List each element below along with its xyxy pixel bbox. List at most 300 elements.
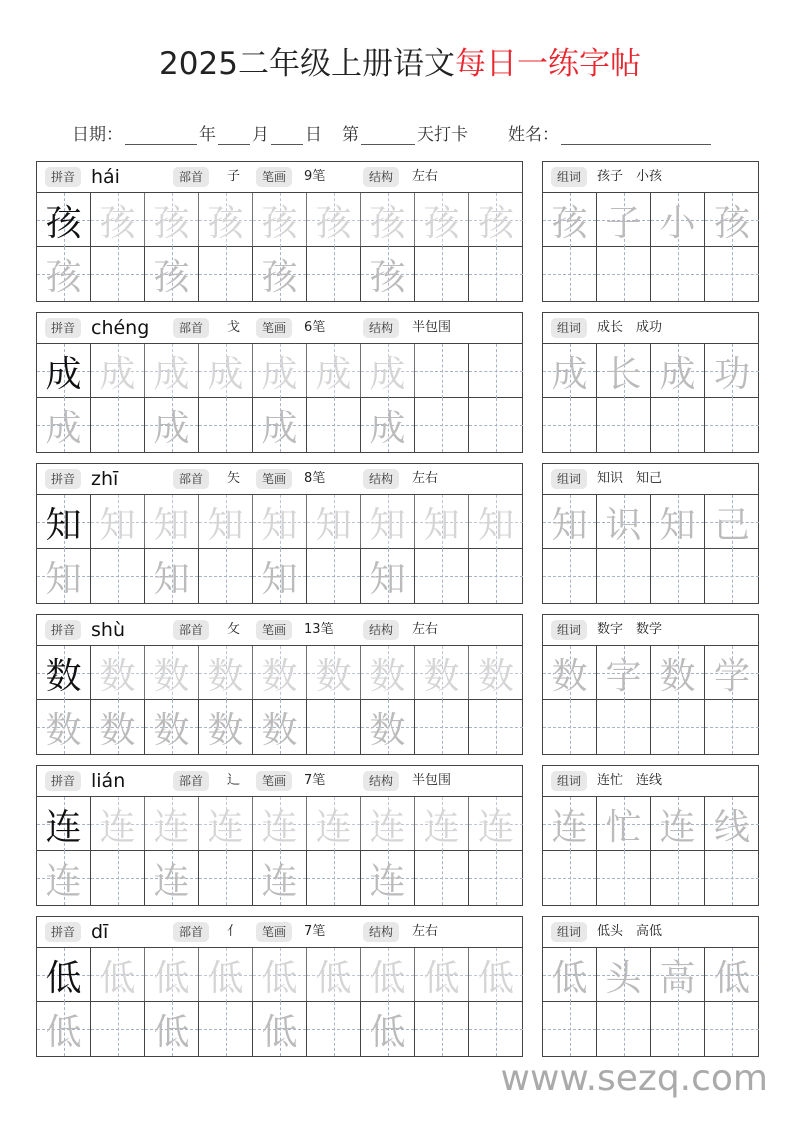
word-trace-cell[interactable] xyxy=(705,193,759,247)
stroke-step-cell[interactable] xyxy=(145,646,199,700)
word-trace-cell[interactable] xyxy=(543,646,597,700)
word-trace-cell[interactable] xyxy=(597,193,651,247)
stroke-step-cell[interactable] xyxy=(361,797,415,851)
radical-tag: 部首 xyxy=(173,167,209,187)
empty-cell[interactable] xyxy=(469,700,523,754)
stroke-step-cell[interactable] xyxy=(361,344,415,398)
trace-cell[interactable] xyxy=(145,700,199,754)
empty-cell[interactable] xyxy=(469,1002,523,1056)
empty-cell[interactable] xyxy=(543,549,597,603)
stroke-step-cell-char: 连 xyxy=(315,806,352,848)
word-trace-cell-char: 学 xyxy=(713,655,750,697)
trace-cell-char: 低 xyxy=(261,1011,298,1053)
stroke-step-cell-char: 孩 xyxy=(207,202,244,244)
trace-cell[interactable] xyxy=(361,398,415,452)
trace-cell[interactable] xyxy=(145,398,199,452)
stroke-step-cell-char: 低 xyxy=(153,957,190,999)
empty-cell[interactable] xyxy=(705,247,759,301)
structure-tag: 结构 xyxy=(363,469,399,489)
stroke-step-cell[interactable] xyxy=(307,948,361,1002)
trace-cell-char: 知 xyxy=(153,558,190,600)
stroke-step-cell[interactable] xyxy=(145,344,199,398)
empty-cell[interactable] xyxy=(543,1002,597,1056)
word-blank-row xyxy=(543,851,759,905)
model-char-cell[interactable] xyxy=(37,646,91,700)
word-trace-row xyxy=(543,646,759,700)
stroke-step-cell-char: 成 xyxy=(315,353,352,395)
word-trace-cell-char: 低 xyxy=(713,957,750,999)
info-line xyxy=(72,120,713,145)
word-trace-cell[interactable] xyxy=(597,797,651,851)
trace-cell[interactable] xyxy=(253,247,307,301)
trace-cell[interactable] xyxy=(37,247,91,301)
empty-cell[interactable] xyxy=(307,247,361,301)
word-trace-row xyxy=(543,495,759,549)
month-field[interactable] xyxy=(218,127,250,145)
word-trace-cell[interactable] xyxy=(543,495,597,549)
trace-row xyxy=(37,247,523,301)
words-header xyxy=(543,766,758,797)
stroke-step-cell[interactable] xyxy=(145,948,199,1002)
trace-row xyxy=(37,700,523,754)
stroke-step-cell-char: 成 xyxy=(207,353,244,395)
trace-cell[interactable] xyxy=(145,549,199,603)
word-trace-row xyxy=(543,797,759,851)
pinyin-tag: 拼音 xyxy=(45,167,81,187)
trace-cell[interactable] xyxy=(253,398,307,452)
year-label: 年 xyxy=(199,125,216,145)
name-label: 姓名： xyxy=(508,125,559,145)
empty-cell[interactable] xyxy=(705,549,759,603)
trace-cell-char: 知 xyxy=(261,558,298,600)
model-char-cell-char: 连 xyxy=(45,806,82,848)
word-trace-cell-char: 连 xyxy=(659,806,696,848)
empty-cell[interactable] xyxy=(651,1002,705,1056)
stroke-step-cell[interactable] xyxy=(307,646,361,700)
structure-value: 左右 xyxy=(412,924,439,939)
trace-row xyxy=(37,1002,523,1056)
stroke-step-cell-char: 成 xyxy=(369,353,406,395)
stroke-step-cell-char: 连 xyxy=(261,806,298,848)
trace-cell[interactable] xyxy=(253,700,307,754)
radical-tag: 部首 xyxy=(173,922,209,942)
stroke-order-row xyxy=(37,646,523,700)
empty-cell[interactable] xyxy=(469,549,523,603)
trace-cell[interactable] xyxy=(253,851,307,905)
word-trace-cell[interactable] xyxy=(543,797,597,851)
trace-cell[interactable] xyxy=(145,851,199,905)
name-field[interactable] xyxy=(561,127,711,145)
empty-cell[interactable] xyxy=(705,398,759,452)
stroke-step-cell[interactable] xyxy=(145,495,199,549)
empty-cell[interactable] xyxy=(199,398,253,452)
word-trace-row xyxy=(543,948,759,1002)
stroke-step-cell[interactable] xyxy=(307,797,361,851)
practice-grid xyxy=(36,161,523,302)
trace-cell[interactable] xyxy=(361,1002,415,1056)
strokes-tag: 笔画 xyxy=(256,318,292,338)
structure-tag: 结构 xyxy=(363,771,399,791)
word-trace-cell[interactable] xyxy=(543,948,597,1002)
empty-cell[interactable] xyxy=(597,247,651,301)
stroke-step-cell[interactable] xyxy=(199,193,253,247)
empty-cell[interactable] xyxy=(469,247,523,301)
stroke-order-row xyxy=(37,193,523,247)
empty-cell[interactable] xyxy=(415,549,469,603)
empty-cell[interactable] xyxy=(91,398,145,452)
word-trace-cell-char: 低 xyxy=(551,957,588,999)
strokes-value: 6笔 xyxy=(304,320,326,335)
stroke-step-cell-char: 数 xyxy=(315,655,352,697)
stroke-step-cell[interactable] xyxy=(91,646,145,700)
model-char-cell[interactable] xyxy=(37,797,91,851)
words-grid xyxy=(542,312,759,453)
empty-cell[interactable] xyxy=(415,344,469,398)
stroke-step-cell-char: 连 xyxy=(477,806,514,848)
trace-cell[interactable] xyxy=(91,700,145,754)
structure-value: 左右 xyxy=(412,169,439,184)
word-trace-cell[interactable] xyxy=(705,948,759,1002)
word-trace-cell-char: 长 xyxy=(605,353,642,395)
stroke-step-cell-char: 数 xyxy=(369,655,406,697)
practice-grid xyxy=(36,765,523,906)
character-block xyxy=(0,916,800,1057)
stroke-step-cell[interactable] xyxy=(91,193,145,247)
word-blank-row xyxy=(543,1002,759,1056)
word-trace-cell[interactable] xyxy=(543,344,597,398)
stroke-step-cell-char: 知 xyxy=(153,504,190,546)
pinyin-value: zhī xyxy=(91,468,119,490)
word-trace-cell[interactable] xyxy=(705,495,759,549)
trace-cell[interactable] xyxy=(37,549,91,603)
words-value: 知识 知己 xyxy=(597,471,663,486)
stroke-step-cell[interactable] xyxy=(145,797,199,851)
stroke-step-cell[interactable] xyxy=(253,193,307,247)
trace-cell-char: 孩 xyxy=(261,256,298,298)
trace-cell-char: 低 xyxy=(153,1011,190,1053)
date-label: 日期： xyxy=(72,125,123,145)
structure-value: 左右 xyxy=(412,622,439,637)
trace-cell[interactable] xyxy=(37,1002,91,1056)
structure-tag: 结构 xyxy=(363,318,399,338)
stroke-step-cell[interactable] xyxy=(415,948,469,1002)
stroke-step-cell[interactable] xyxy=(91,344,145,398)
empty-cell[interactable] xyxy=(307,1002,361,1056)
empty-cell[interactable] xyxy=(199,851,253,905)
word-trace-cell[interactable] xyxy=(597,948,651,1002)
stroke-step-cell[interactable] xyxy=(415,495,469,549)
stroke-step-cell[interactable] xyxy=(415,646,469,700)
model-char-cell-char: 知 xyxy=(45,504,82,546)
empty-cell[interactable] xyxy=(597,549,651,603)
stroke-step-cell[interactable] xyxy=(91,495,145,549)
trace-cell-char: 低 xyxy=(45,1011,82,1053)
day-field[interactable] xyxy=(271,127,303,145)
stroke-step-cell[interactable] xyxy=(307,193,361,247)
empty-cell[interactable] xyxy=(651,851,705,905)
stroke-step-cell[interactable] xyxy=(307,344,361,398)
empty-cell[interactable] xyxy=(91,1002,145,1056)
strokes-value: 13笔 xyxy=(304,622,334,637)
words-grid xyxy=(542,161,759,302)
radical-tag: 部首 xyxy=(173,318,209,338)
word-trace-cell-char: 数 xyxy=(551,655,588,697)
stroke-order-row xyxy=(37,797,523,851)
word-trace-cell-char: 成 xyxy=(551,353,588,395)
trace-cell[interactable] xyxy=(253,1002,307,1056)
words-value: 低头 高低 xyxy=(597,924,663,939)
word-trace-cell-char: 成 xyxy=(659,353,696,395)
stroke-step-cell[interactable] xyxy=(199,797,253,851)
radical-value: 戈 xyxy=(227,320,241,335)
empty-cell[interactable] xyxy=(91,851,145,905)
words-header xyxy=(543,615,758,646)
word-trace-cell[interactable] xyxy=(651,797,705,851)
word-trace-cell[interactable] xyxy=(705,344,759,398)
empty-cell[interactable] xyxy=(597,1002,651,1056)
words-grid xyxy=(542,463,759,604)
empty-cell[interactable] xyxy=(199,247,253,301)
word-trace-cell[interactable] xyxy=(543,193,597,247)
pinyin-value: chéng xyxy=(91,317,150,339)
empty-cell[interactable] xyxy=(705,700,759,754)
stroke-step-cell[interactable] xyxy=(253,344,307,398)
empty-cell[interactable] xyxy=(543,851,597,905)
empty-cell[interactable] xyxy=(543,700,597,754)
pinyin-tag: 拼音 xyxy=(45,318,81,338)
stroke-step-cell[interactable] xyxy=(361,495,415,549)
trace-row xyxy=(37,398,523,452)
trace-cell[interactable] xyxy=(361,851,415,905)
trace-cell[interactable] xyxy=(37,398,91,452)
stroke-step-cell-char: 孩 xyxy=(261,202,298,244)
model-char-cell[interactable] xyxy=(37,193,91,247)
structure-tag: 结构 xyxy=(363,922,399,942)
empty-cell[interactable] xyxy=(469,398,523,452)
trace-cell[interactable] xyxy=(145,1002,199,1056)
strokes-tag: 笔画 xyxy=(256,771,292,791)
empty-cell[interactable] xyxy=(651,700,705,754)
character-block xyxy=(0,161,800,302)
stroke-step-cell-char: 低 xyxy=(477,957,514,999)
empty-cell[interactable] xyxy=(415,851,469,905)
stroke-step-cell-char: 知 xyxy=(369,504,406,546)
empty-cell[interactable] xyxy=(91,247,145,301)
trace-cell-char: 孩 xyxy=(45,256,82,298)
stroke-step-cell-char: 连 xyxy=(207,806,244,848)
structure-value: 半包围 xyxy=(412,320,452,335)
pinyin-tag: 拼音 xyxy=(45,469,81,489)
trace-row xyxy=(37,851,523,905)
stroke-step-cell[interactable] xyxy=(253,948,307,1002)
trace-cell[interactable] xyxy=(37,851,91,905)
pinyin-tag: 拼音 xyxy=(45,922,81,942)
empty-cell[interactable] xyxy=(307,700,361,754)
empty-cell[interactable] xyxy=(651,549,705,603)
word-trace-cell-char: 己 xyxy=(713,504,750,546)
stroke-step-cell-char: 知 xyxy=(99,504,136,546)
character-block xyxy=(0,765,800,906)
model-char-cell-char: 成 xyxy=(45,353,82,395)
word-trace-cell[interactable] xyxy=(705,646,759,700)
pinyin-value: dī xyxy=(91,921,109,943)
pinyin-tag: 拼音 xyxy=(45,620,81,640)
word-trace-cell[interactable] xyxy=(651,948,705,1002)
word-trace-cell[interactable] xyxy=(597,495,651,549)
radical-value: 矢 xyxy=(227,471,241,486)
stroke-step-cell-char: 数 xyxy=(153,655,190,697)
words-tag: 组词 xyxy=(551,771,587,791)
radical-value: 子 xyxy=(227,169,241,184)
words-header xyxy=(543,464,758,495)
empty-cell[interactable] xyxy=(199,549,253,603)
stroke-step-cell-char: 知 xyxy=(315,504,352,546)
stroke-step-cell[interactable] xyxy=(253,495,307,549)
stroke-step-cell[interactable] xyxy=(469,193,523,247)
stroke-step-cell[interactable] xyxy=(469,948,523,1002)
word-trace-row xyxy=(543,344,759,398)
stroke-step-cell-char: 低 xyxy=(99,957,136,999)
trace-cell[interactable] xyxy=(361,549,415,603)
char-info-header xyxy=(37,766,522,797)
trace-cell[interactable] xyxy=(145,247,199,301)
stroke-step-cell[interactable] xyxy=(91,797,145,851)
stroke-step-cell-char: 数 xyxy=(261,655,298,697)
word-trace-cell[interactable] xyxy=(651,646,705,700)
structure-value: 半包围 xyxy=(412,773,452,788)
empty-cell[interactable] xyxy=(597,700,651,754)
model-char-cell[interactable] xyxy=(37,948,91,1002)
practice-grid xyxy=(36,614,523,755)
empty-cell[interactable] xyxy=(199,1002,253,1056)
days-field[interactable] xyxy=(361,127,415,145)
stroke-step-cell-char: 连 xyxy=(423,806,460,848)
word-trace-cell[interactable] xyxy=(705,797,759,851)
pinyin-value: hái xyxy=(91,166,120,188)
word-trace-cell[interactable] xyxy=(651,344,705,398)
words-grid xyxy=(542,765,759,906)
empty-cell[interactable] xyxy=(415,1002,469,1056)
stroke-step-cell[interactable] xyxy=(361,948,415,1002)
page-title xyxy=(0,38,800,83)
trace-cell[interactable] xyxy=(361,700,415,754)
word-trace-cell[interactable] xyxy=(597,646,651,700)
empty-cell[interactable] xyxy=(415,247,469,301)
stroke-step-cell[interactable] xyxy=(253,797,307,851)
trace-cell-char: 知 xyxy=(369,558,406,600)
word-trace-cell-char: 忙 xyxy=(605,806,642,848)
trace-cell-char: 成 xyxy=(45,407,82,449)
stroke-step-cell-char: 数 xyxy=(99,655,136,697)
model-char-cell[interactable] xyxy=(37,495,91,549)
character-block xyxy=(0,614,800,755)
model-char-cell[interactable] xyxy=(37,344,91,398)
stroke-step-cell-char: 低 xyxy=(207,957,244,999)
stroke-step-cell[interactable] xyxy=(199,344,253,398)
empty-cell[interactable] xyxy=(597,851,651,905)
stroke-step-cell-char: 孩 xyxy=(423,202,460,244)
strokes-value: 7笔 xyxy=(304,773,326,788)
empty-cell[interactable] xyxy=(543,247,597,301)
stroke-step-cell[interactable] xyxy=(469,495,523,549)
word-trace-cell[interactable] xyxy=(651,193,705,247)
empty-cell[interactable] xyxy=(415,700,469,754)
empty-cell[interactable] xyxy=(543,398,597,452)
empty-cell[interactable] xyxy=(651,247,705,301)
stroke-step-cell-char: 连 xyxy=(99,806,136,848)
empty-cell[interactable] xyxy=(705,1002,759,1056)
year-field[interactable] xyxy=(125,127,197,145)
trace-cell-char: 连 xyxy=(261,860,298,902)
words-value: 数字 数学 xyxy=(597,622,663,637)
stroke-step-cell[interactable] xyxy=(469,646,523,700)
stroke-step-cell[interactable] xyxy=(199,495,253,549)
strokes-value: 7笔 xyxy=(304,924,326,939)
title-red: 每日一练字帖 xyxy=(454,46,641,82)
empty-cell[interactable] xyxy=(651,398,705,452)
trace-cell[interactable] xyxy=(361,247,415,301)
empty-cell[interactable] xyxy=(597,398,651,452)
stroke-step-cell[interactable] xyxy=(145,193,199,247)
words-tag: 组词 xyxy=(551,318,587,338)
trace-cell[interactable] xyxy=(199,700,253,754)
trace-cell-char: 孩 xyxy=(369,256,406,298)
strokes-tag: 笔画 xyxy=(256,469,292,489)
stroke-step-cell[interactable] xyxy=(307,495,361,549)
stroke-step-cell-char: 知 xyxy=(207,504,244,546)
radical-value: 亻 xyxy=(227,924,241,939)
empty-cell[interactable] xyxy=(415,398,469,452)
stroke-step-cell[interactable] xyxy=(253,646,307,700)
word-trace-cell[interactable] xyxy=(597,344,651,398)
stroke-step-cell-char: 孩 xyxy=(477,202,514,244)
words-header xyxy=(543,313,758,344)
word-trace-cell-char: 线 xyxy=(713,806,750,848)
char-info-header xyxy=(37,615,522,646)
empty-cell[interactable] xyxy=(469,851,523,905)
words-tag: 组词 xyxy=(551,620,587,640)
stroke-step-cell[interactable] xyxy=(415,797,469,851)
strokes-tag: 笔画 xyxy=(256,922,292,942)
stroke-step-cell[interactable] xyxy=(199,646,253,700)
word-trace-cell-char: 功 xyxy=(713,353,750,395)
empty-cell[interactable] xyxy=(469,344,523,398)
stroke-step-cell-char: 成 xyxy=(99,353,136,395)
stroke-step-cell[interactable] xyxy=(91,948,145,1002)
stroke-step-cell[interactable] xyxy=(469,797,523,851)
stroke-order-row xyxy=(37,344,523,398)
empty-cell[interactable] xyxy=(307,851,361,905)
trace-cell-char: 知 xyxy=(45,558,82,600)
empty-cell[interactable] xyxy=(91,549,145,603)
empty-cell[interactable] xyxy=(307,398,361,452)
empty-cell[interactable] xyxy=(705,851,759,905)
char-info-header xyxy=(37,313,522,344)
trace-cell[interactable] xyxy=(253,549,307,603)
model-char-cell-char: 低 xyxy=(45,957,82,999)
word-trace-cell[interactable] xyxy=(651,495,705,549)
strokes-value: 8笔 xyxy=(304,471,326,486)
stroke-step-cell-char: 孩 xyxy=(99,202,136,244)
model-char-cell-char: 数 xyxy=(45,655,82,697)
trace-cell[interactable] xyxy=(37,700,91,754)
stroke-step-cell[interactable] xyxy=(361,646,415,700)
stroke-step-cell-char: 孩 xyxy=(315,202,352,244)
stroke-step-cell[interactable] xyxy=(361,193,415,247)
stroke-step-cell[interactable] xyxy=(415,193,469,247)
stroke-step-cell[interactable] xyxy=(199,948,253,1002)
empty-cell[interactable] xyxy=(307,549,361,603)
